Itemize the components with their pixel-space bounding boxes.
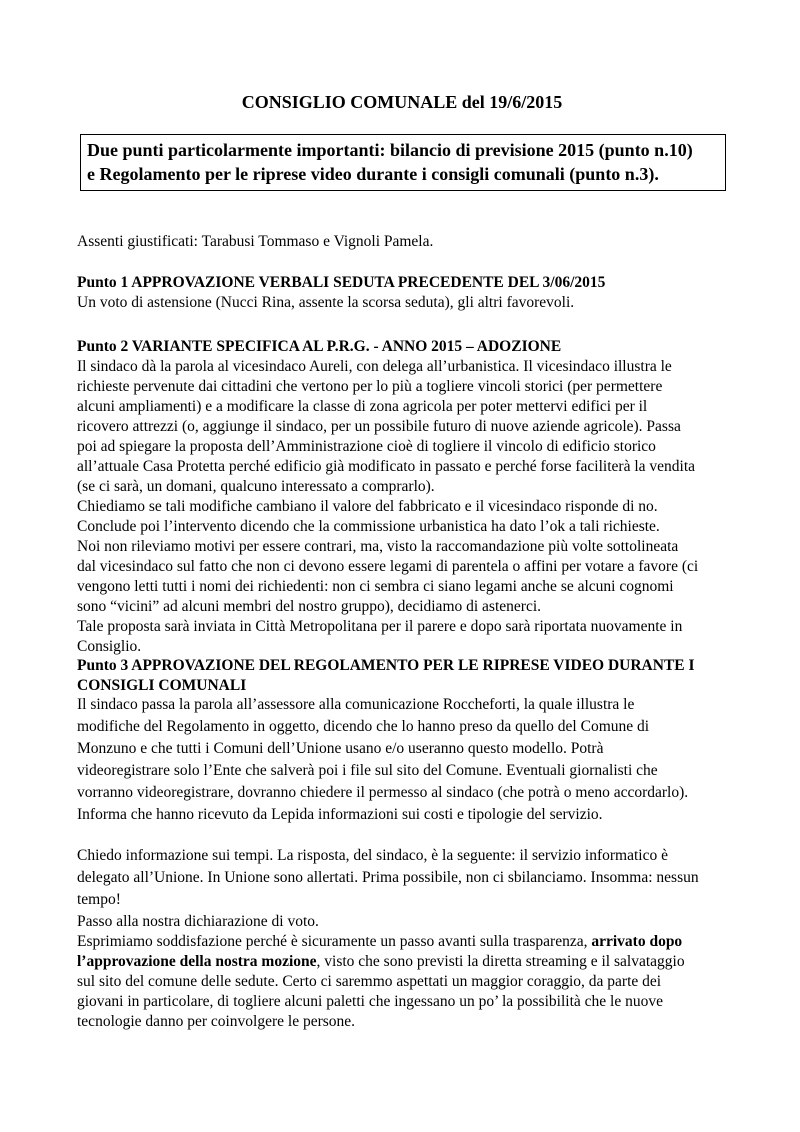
punto1-line: Un voto di astensione (Nucci Rina, assente la scorsa seduta), gli altri favorevoli. <box>77 294 575 311</box>
declaration-line: tecnologie danno per coinvolgere le persone. <box>77 1013 356 1030</box>
absent-paragraph <box>77 232 737 252</box>
punto2-line: Tale proposta sarà inviata in Città Metropolitana per il parere e dopo sarà riportata nuovamente in <box>77 618 683 635</box>
declaration-text: Esprimiamo soddisfazione perché è sicuramente un passo avanti sulla trasparenza, <box>77 933 592 950</box>
highlight-box <box>80 134 726 191</box>
punto3-line: vorranno videoregistrare, dovranno chiedere il permesso al sindaco (che potrà o meno accordarlo). <box>77 784 689 801</box>
highlight-line: Due punti particolarmente importanti: bilancio di previsione 2015 (punto n.10) <box>87 140 693 160</box>
absent-text: Assenti giustificati: Tarabusi Tommaso e Vignoli Pamela. <box>77 233 434 250</box>
declaration-line: sul sito del comune delle sedute. Certo ci saremmo aspettati un maggior coraggio, da parte dei <box>77 973 662 990</box>
punto2-line: vengono letti tutti i nomi dei richiedenti: non ci sembra ci siano legami anche se alcuni cognomi <box>77 578 674 595</box>
punto3-line: Monzuno e che tutti i Comuni dell’Unione usano e/o useranno questo modello. Potrà <box>77 740 604 757</box>
punto1-section <box>77 273 737 313</box>
closing-paragraph <box>77 845 737 933</box>
highlight-line: e Regolamento per le riprese video durante i consigli comunali (punto n.3). <box>87 164 659 184</box>
punto2-line: all’attuale Casa Protetta perché edificio già modificato in passato e perché forse faciliterà la vendita <box>77 458 696 475</box>
punto3-heading: Punto 3 APPROVAZIONE DEL REGOLAMENTO PER LE RIPRESE VIDEO DURANTE I <box>77 657 695 674</box>
punto2-line: Conclude poi l’intervento dicendo che la commissione urbanistica ha dato l’ok a tali richieste. <box>77 518 660 535</box>
punto2-line: Noi non rileviamo motivi per essere contrari, ma, visto la raccomandazione più volte sottolineata <box>77 538 679 555</box>
punto1-heading: Punto 1 APPROVAZIONE VERBALI SEDUTA PRECEDENTE DEL 3/06/2015 <box>77 274 606 291</box>
document-title: CONSIGLIO COMUNALE del 19/6/2015 <box>241 92 563 112</box>
punto2-line: (se ci sarà, un domani, qualcuno interessato a comprarlo). <box>77 478 435 495</box>
declaration-line: giovani in particolare, di togliere alcuni paletti che ingessano un po’ la possibilità che le nuove <box>77 993 663 1010</box>
declaration-emphasis: l’approvazione della nostra mozione <box>77 953 317 970</box>
closing-line: Passo alla nostra dichiarazione di voto. <box>77 913 319 930</box>
closing-line: delegato all’Unione. In Unione sono allertati. Prima possibile, non ci sbilanciamo. Insomma: nessun <box>77 869 699 886</box>
punto3-line: modifiche del Regolamento in oggetto, dicendo che lo hanno preso da quello del Comune di <box>77 718 650 735</box>
punto3-line: videoregistrare solo l’Ente che salverà poi i file sul sito del Comune. Eventuali giornalisti che <box>77 762 658 779</box>
punto2-heading: Punto 2 VARIANTE SPECIFICA AL P.R.G. - ANNO 2015 – ADOZIONE <box>77 338 562 355</box>
declaration-paragraph <box>77 932 737 1032</box>
declaration-emphasis: arrivato dopo <box>591 933 683 950</box>
punto2-line: Chiediamo se tali modifiche cambiano il valore del fabbricato e il vicesindaco risponde di no. <box>77 498 658 515</box>
punto3-heading: CONSIGLI COMUNALI <box>77 677 247 694</box>
punto2-line: alcuni ampliamenti) e a modificare la classe di zona agricola per poter mettervi edifici per il <box>77 398 648 415</box>
punto2-section <box>77 337 737 657</box>
punto2-line: Il sindaco dà la parola al vicesindaco Aureli, con delega all’urbanistica. Il vicesindaco illustra le <box>77 358 672 375</box>
punto2-line: poi ad spiegare la proposta dell’Amministrazione cioè di togliere il vincolo di edificio storico <box>77 438 656 455</box>
punto3-line: Informa che hanno ricevuto da Lepida informazioni sui costi e tipologie del servizio. <box>77 806 603 823</box>
punto3-body <box>77 694 737 826</box>
declaration-line <box>77 932 737 952</box>
punto3-heading-block <box>77 656 737 696</box>
punto2-line: richieste pervenute dai cittadini che vertono per lo più a togliere vincoli storici (per permettere <box>77 378 663 395</box>
punto2-line: dal vicesindaco sul fatto che non ci devono essere legami di parentela o affini per votare a favore (ci <box>77 558 699 575</box>
closing-line: tempo! <box>77 891 121 908</box>
declaration-text: , visto che sono previsti la diretta streaming e il salvataggio <box>316 953 685 970</box>
punto2-line: sono “vicini” ad alcuni membri del nostro gruppo), decidiamo di astenerci. <box>77 598 542 615</box>
punto2-line: Consiglio. <box>77 638 142 655</box>
punto2-line: ricovero attrezzi (o, aggiunge il sindaco, per un possibile futuro di nuove aziende agricole). Passa <box>77 418 681 435</box>
closing-line: Chiedo informazione sui tempi. La risposta, del sindaco, è la seguente: il servizio informatico è <box>77 847 668 864</box>
punto3-line: Il sindaco passa la parola all’assessore alla comunicazione Roccheforti, la quale illustra le <box>77 696 635 713</box>
declaration-line <box>77 952 737 972</box>
